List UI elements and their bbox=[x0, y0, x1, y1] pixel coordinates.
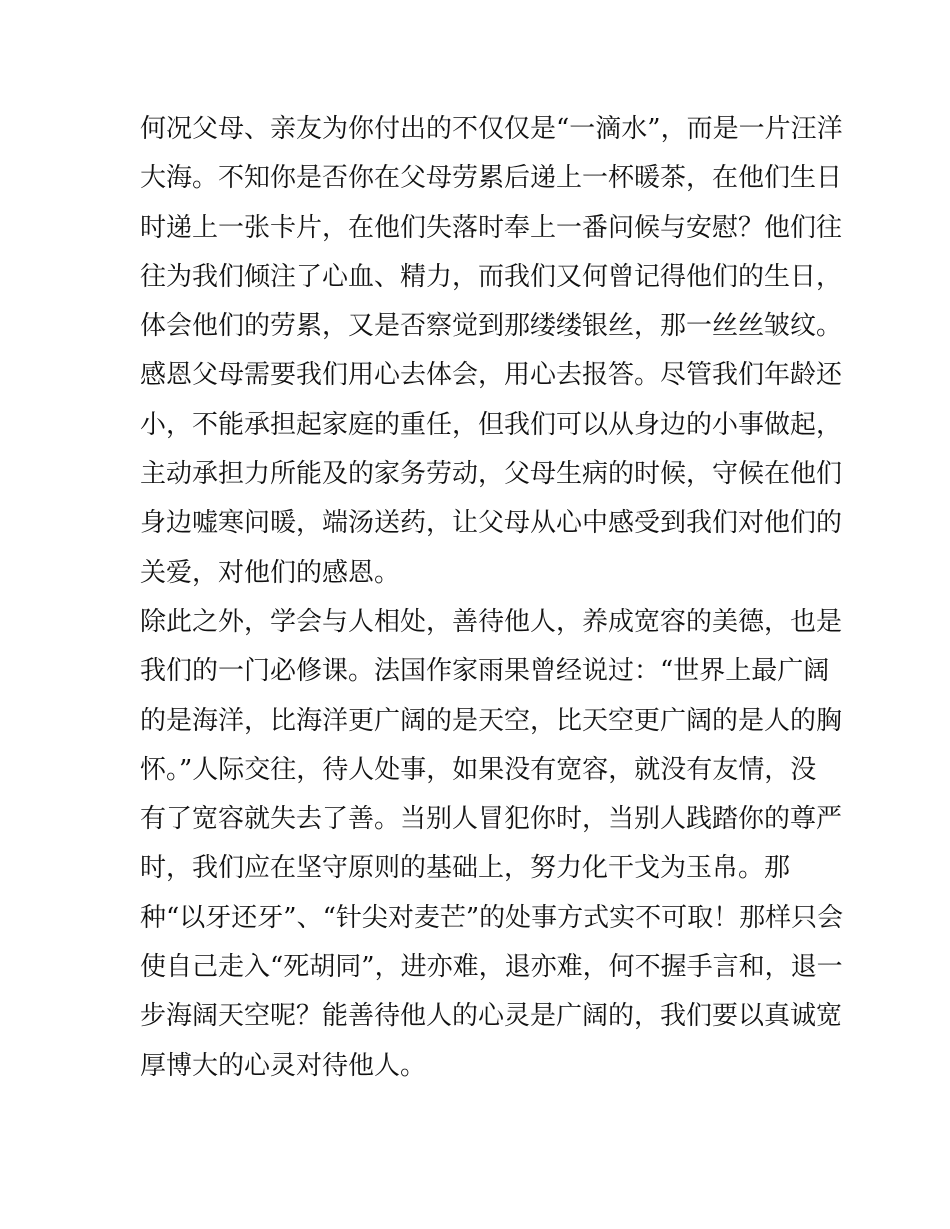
text-line: 主动承担力所能及的家务劳动，父母生病的时候，守候在他们 bbox=[140, 459, 843, 490]
text-line: 种“以牙还牙”、“针尖对麦芒”的处事方式实不可取！那样只会 bbox=[140, 902, 844, 933]
text-line: 步海阔天空呢？能善待他人的心灵是广阔的，我们要以真诚宽 bbox=[140, 1001, 843, 1032]
text-line: 往为我们倾注了心血、精力，而我们又何曾记得他们的生日， bbox=[140, 261, 843, 292]
text-line: 时，我们应在坚守原则的基础上，努力化干戈为玉帛。那 bbox=[140, 853, 791, 884]
text-line: 小，不能承担起家庭的重任，但我们可以从身边的小事做起， bbox=[140, 409, 843, 440]
text-line: 关爱，对他们的感恩。 bbox=[140, 557, 401, 588]
document-body bbox=[140, 105, 844, 1091]
text-line: 有了宽容就失去了善。当别人冒犯你时，当别人践踏你的尊严 bbox=[140, 804, 843, 835]
text-line: 何况父母、亲友为你付出的不仅仅是“一滴水”，而是一片汪洋 bbox=[140, 114, 843, 144]
text-line: 厚博大的心灵对待他人。 bbox=[140, 1050, 427, 1081]
text-line: 身边嘘寒问暖，端汤送药，让父母从心中感受到我们对他们的 bbox=[140, 508, 843, 539]
text-line: 感恩父母需要我们用心去体会，用心去报答。尽管我们年龄还 bbox=[140, 360, 843, 391]
text-line: 除此之外，学会与人相处，善待他人，养成宽容的美德，也是 bbox=[140, 606, 843, 637]
text-line: 的是海洋，比海洋更广阔的是天空，比天空更广阔的是人的胸 bbox=[140, 705, 843, 736]
text-line: 时递上一张卡片，在他们失落时奉上一番问候与安慰？他们往 bbox=[140, 212, 843, 243]
text-line: 体会他们的劳累，又是否察觉到那缕缕银丝，那一丝丝皱纹。 bbox=[140, 311, 843, 342]
text-line: 怀。”人际交往，待人处事，如果没有宽容，就没有友情，没 bbox=[140, 754, 817, 785]
text-line: 大海。不知你是否你在父母劳累后递上一杯暖茶，在他们生日 bbox=[140, 163, 843, 194]
text-line: 使自己走入“死胡同”，进亦难，退亦难，何不握手言和，退一 bbox=[140, 952, 843, 983]
text-line: 我们的一门必修课。法国作家雨果曾经说过：“世界上最广阔 bbox=[140, 656, 830, 687]
